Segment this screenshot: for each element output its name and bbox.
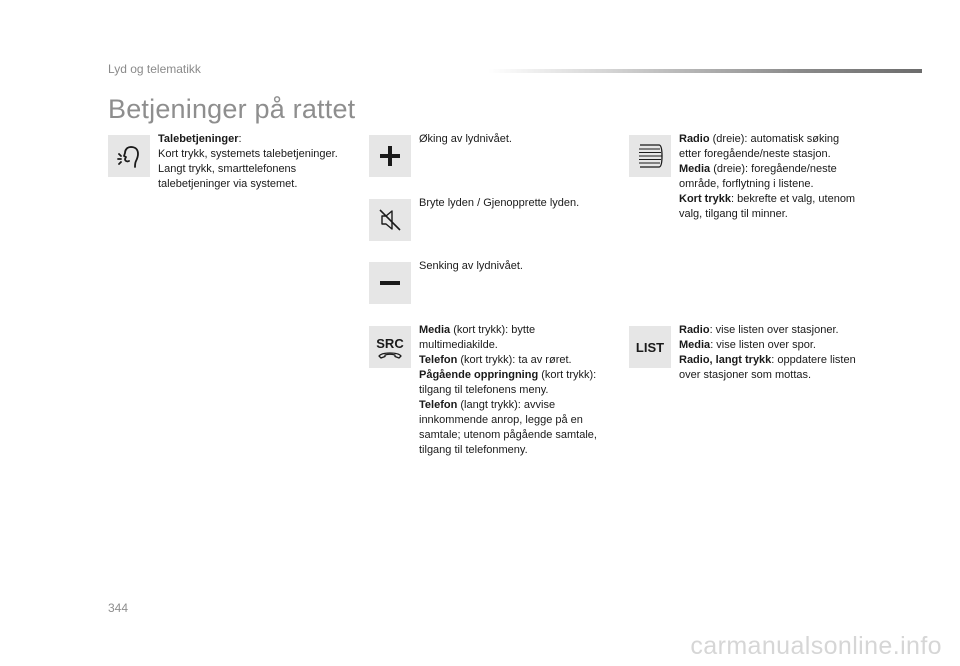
voice-command-icon (108, 135, 150, 177)
src-description: Media (kort trykk): bytte multimediakilde. Telefon (kort trykk): ta av røret. Pågående oppringning (kort trykk): tilgang til telefonens meny. Telefon (langt trykk): avvise innkommende anrop, legge på en samtale; utenom pågående samtale, tilgang til telefonmeny. (419, 324, 597, 456)
header-rule (488, 69, 922, 73)
list-label: LIST (635, 339, 665, 355)
section-label: Lyd og telematikk (108, 62, 201, 76)
src-label: SRC (376, 335, 404, 351)
plus-icon (369, 135, 411, 177)
watermark: carmanualsonline.info (690, 632, 942, 660)
page-number: 344 (108, 601, 129, 615)
voice-command-description: Talebetjeninger: Kort trykk, systemets talebetjeninger. Langt trykk, smarttelefonens talebetjeninger via systemet. (158, 133, 338, 190)
page-title: Betjeninger på rattet (108, 94, 356, 124)
src-phone-icon (369, 326, 411, 368)
list-button-icon (629, 326, 671, 368)
minus-icon (369, 262, 411, 304)
mute-description: Bryte lyden / Gjenopprette lyden. (419, 197, 580, 209)
volume-up-description: Øking av lydnivået. (419, 133, 512, 145)
volume-down-description: Senking av lydnivået. (419, 260, 523, 272)
thumbwheel-description: Radio (dreie): automatisk søking etter foregående/neste stasjon. Media (dreie): foregående/neste område, forflytning i listene. Kort trykk: bekrefte et valg, utenom valg, tilgang til minner. (679, 133, 856, 220)
mute-icon (369, 199, 411, 241)
list-description: Radio: vise listen over stasjoner. Media: vise listen over spor. Radio, langt trykk: oppdatere listen over stasjoner som mottas. (679, 324, 856, 381)
thumbwheel-icon (629, 135, 671, 177)
